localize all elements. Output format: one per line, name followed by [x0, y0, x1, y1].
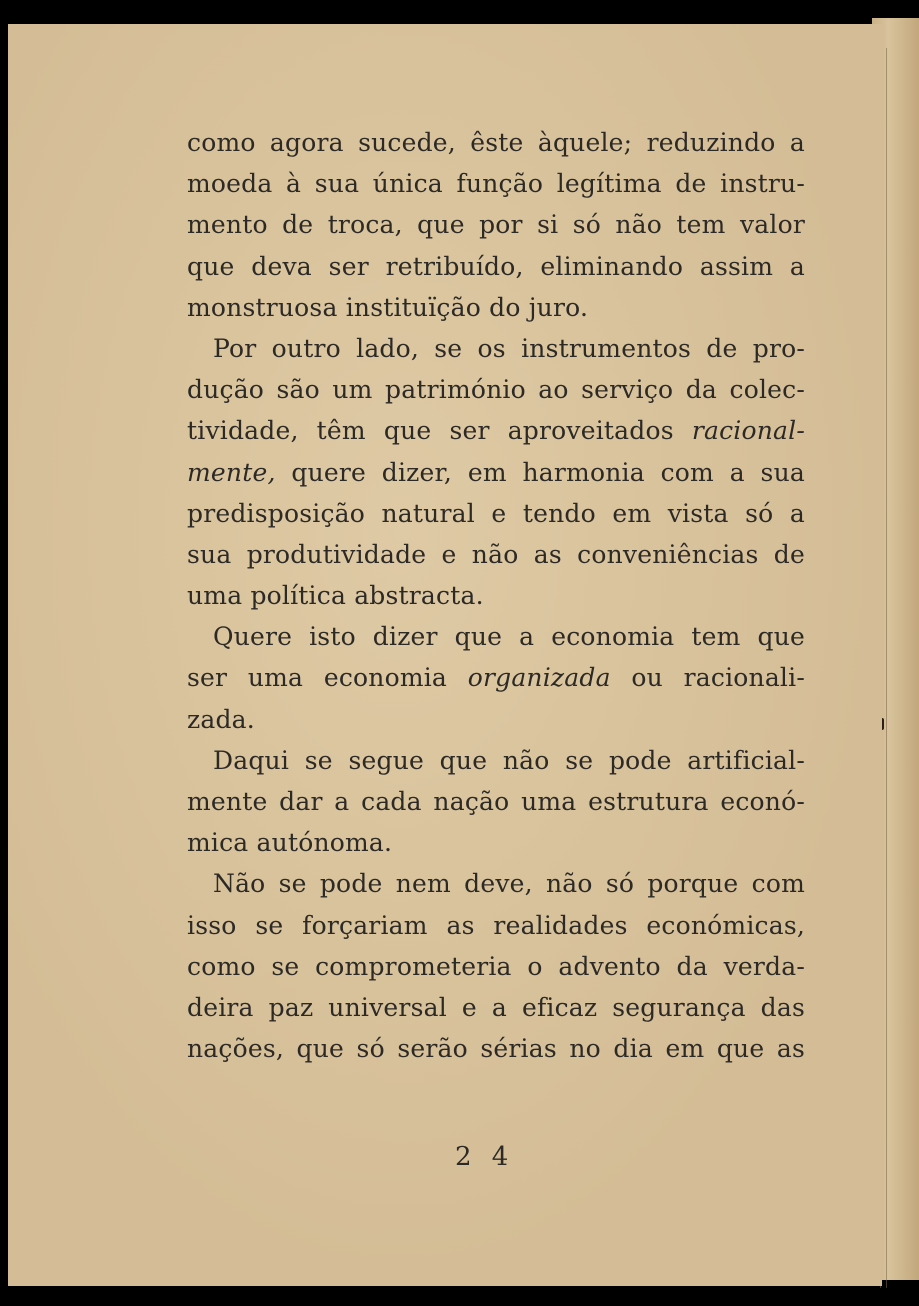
text-line: Daqui se segue que não se pode artificial-	[213, 745, 805, 775]
text-line: que deva ser retribuído, eliminando assim a	[187, 251, 805, 281]
text-line: monstruosa instituïção do juro.	[187, 292, 589, 322]
page-number: 2 4	[455, 1142, 515, 1172]
text-line: mica autónoma.	[187, 828, 393, 858]
edge-line	[886, 48, 887, 1288]
text-line: Não se pode nem deve, não só porque com	[213, 869, 805, 899]
text-line: sua produtividade e não as conveniências de	[187, 539, 805, 569]
italic-word: mente,	[187, 457, 276, 487]
text-segment: tividade, têm que ser aproveitados	[187, 416, 674, 446]
italic-word: racional-	[691, 416, 805, 446]
text-line: dução são um património ao serviço da colec-	[187, 375, 805, 405]
italic-word: organizada	[467, 663, 611, 693]
text-line: uma política abstracta.	[187, 581, 484, 611]
text-line: Quere isto dizer que a economia tem que	[213, 622, 805, 652]
text-line: moeda à sua única função legítima de instru-	[187, 169, 805, 199]
text-segment: ser uma economia	[187, 663, 448, 693]
text-line	[187, 657, 805, 698]
text-line	[187, 410, 805, 451]
text-line: nações, que só serão sérias no dia em que as	[187, 1034, 805, 1064]
text-segment: ou racionali-	[631, 663, 805, 693]
text-line: como agora sucede, êste àquele; reduzindo a	[187, 128, 805, 157]
text-line: mente dar a cada nação uma estrutura econó-	[187, 787, 805, 816]
text-line: zada.	[187, 704, 255, 734]
body-text	[187, 122, 805, 1069]
text-line: como se comprometeria o advento da verda-	[187, 951, 805, 981]
text-segment: quere dizer, em harmonia com a sua	[291, 457, 805, 487]
text-line: Por outro lado, se os instrumentos de pro-	[213, 333, 805, 363]
text-line: mento de troca, que por si só não tem valor	[187, 210, 805, 240]
text-line	[187, 452, 805, 493]
text-line: predisposição natural e tendo em vista só a	[187, 498, 805, 528]
text-line: isso se forçariam as realidades económicas,	[187, 910, 805, 940]
text-line: deira paz universal e a eficaz segurança das	[187, 992, 805, 1022]
